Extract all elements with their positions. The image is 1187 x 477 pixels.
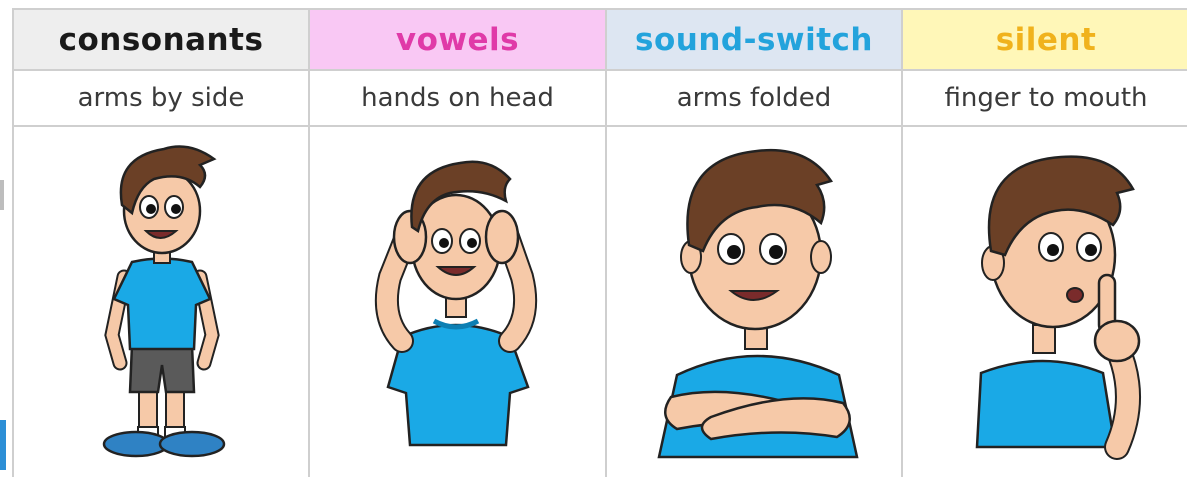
- subtitle-silent: finger to mouth: [903, 71, 1187, 127]
- subtitle-vowels: hands on head: [310, 71, 605, 127]
- boy-arms-folded-icon: [607, 127, 901, 477]
- header-consonants: consonants: [14, 10, 308, 71]
- edge-strip-blue: [0, 420, 6, 470]
- picture-sound-switch: [607, 127, 901, 477]
- subtitle-sound-switch: arms folded: [607, 71, 901, 127]
- edge-strip-gray: [0, 180, 4, 210]
- standing-boy-icon: [14, 127, 308, 477]
- boy-hands-on-head-icon: [310, 127, 605, 477]
- column-consonants: [14, 10, 310, 477]
- picture-silent: [903, 127, 1187, 477]
- header-silent: silent: [903, 10, 1187, 71]
- column-sound-switch: [607, 10, 903, 477]
- picture-consonants: [14, 127, 308, 477]
- column-silent: [903, 10, 1187, 477]
- header-vowels: vowels: [310, 10, 605, 71]
- action-chart-table: [12, 8, 1187, 477]
- column-vowels: [310, 10, 607, 477]
- boy-finger-to-mouth-icon: [903, 127, 1187, 477]
- picture-vowels: [310, 127, 605, 477]
- subtitle-consonants: arms by side: [14, 71, 308, 127]
- header-sound-switch: sound-switch: [607, 10, 901, 71]
